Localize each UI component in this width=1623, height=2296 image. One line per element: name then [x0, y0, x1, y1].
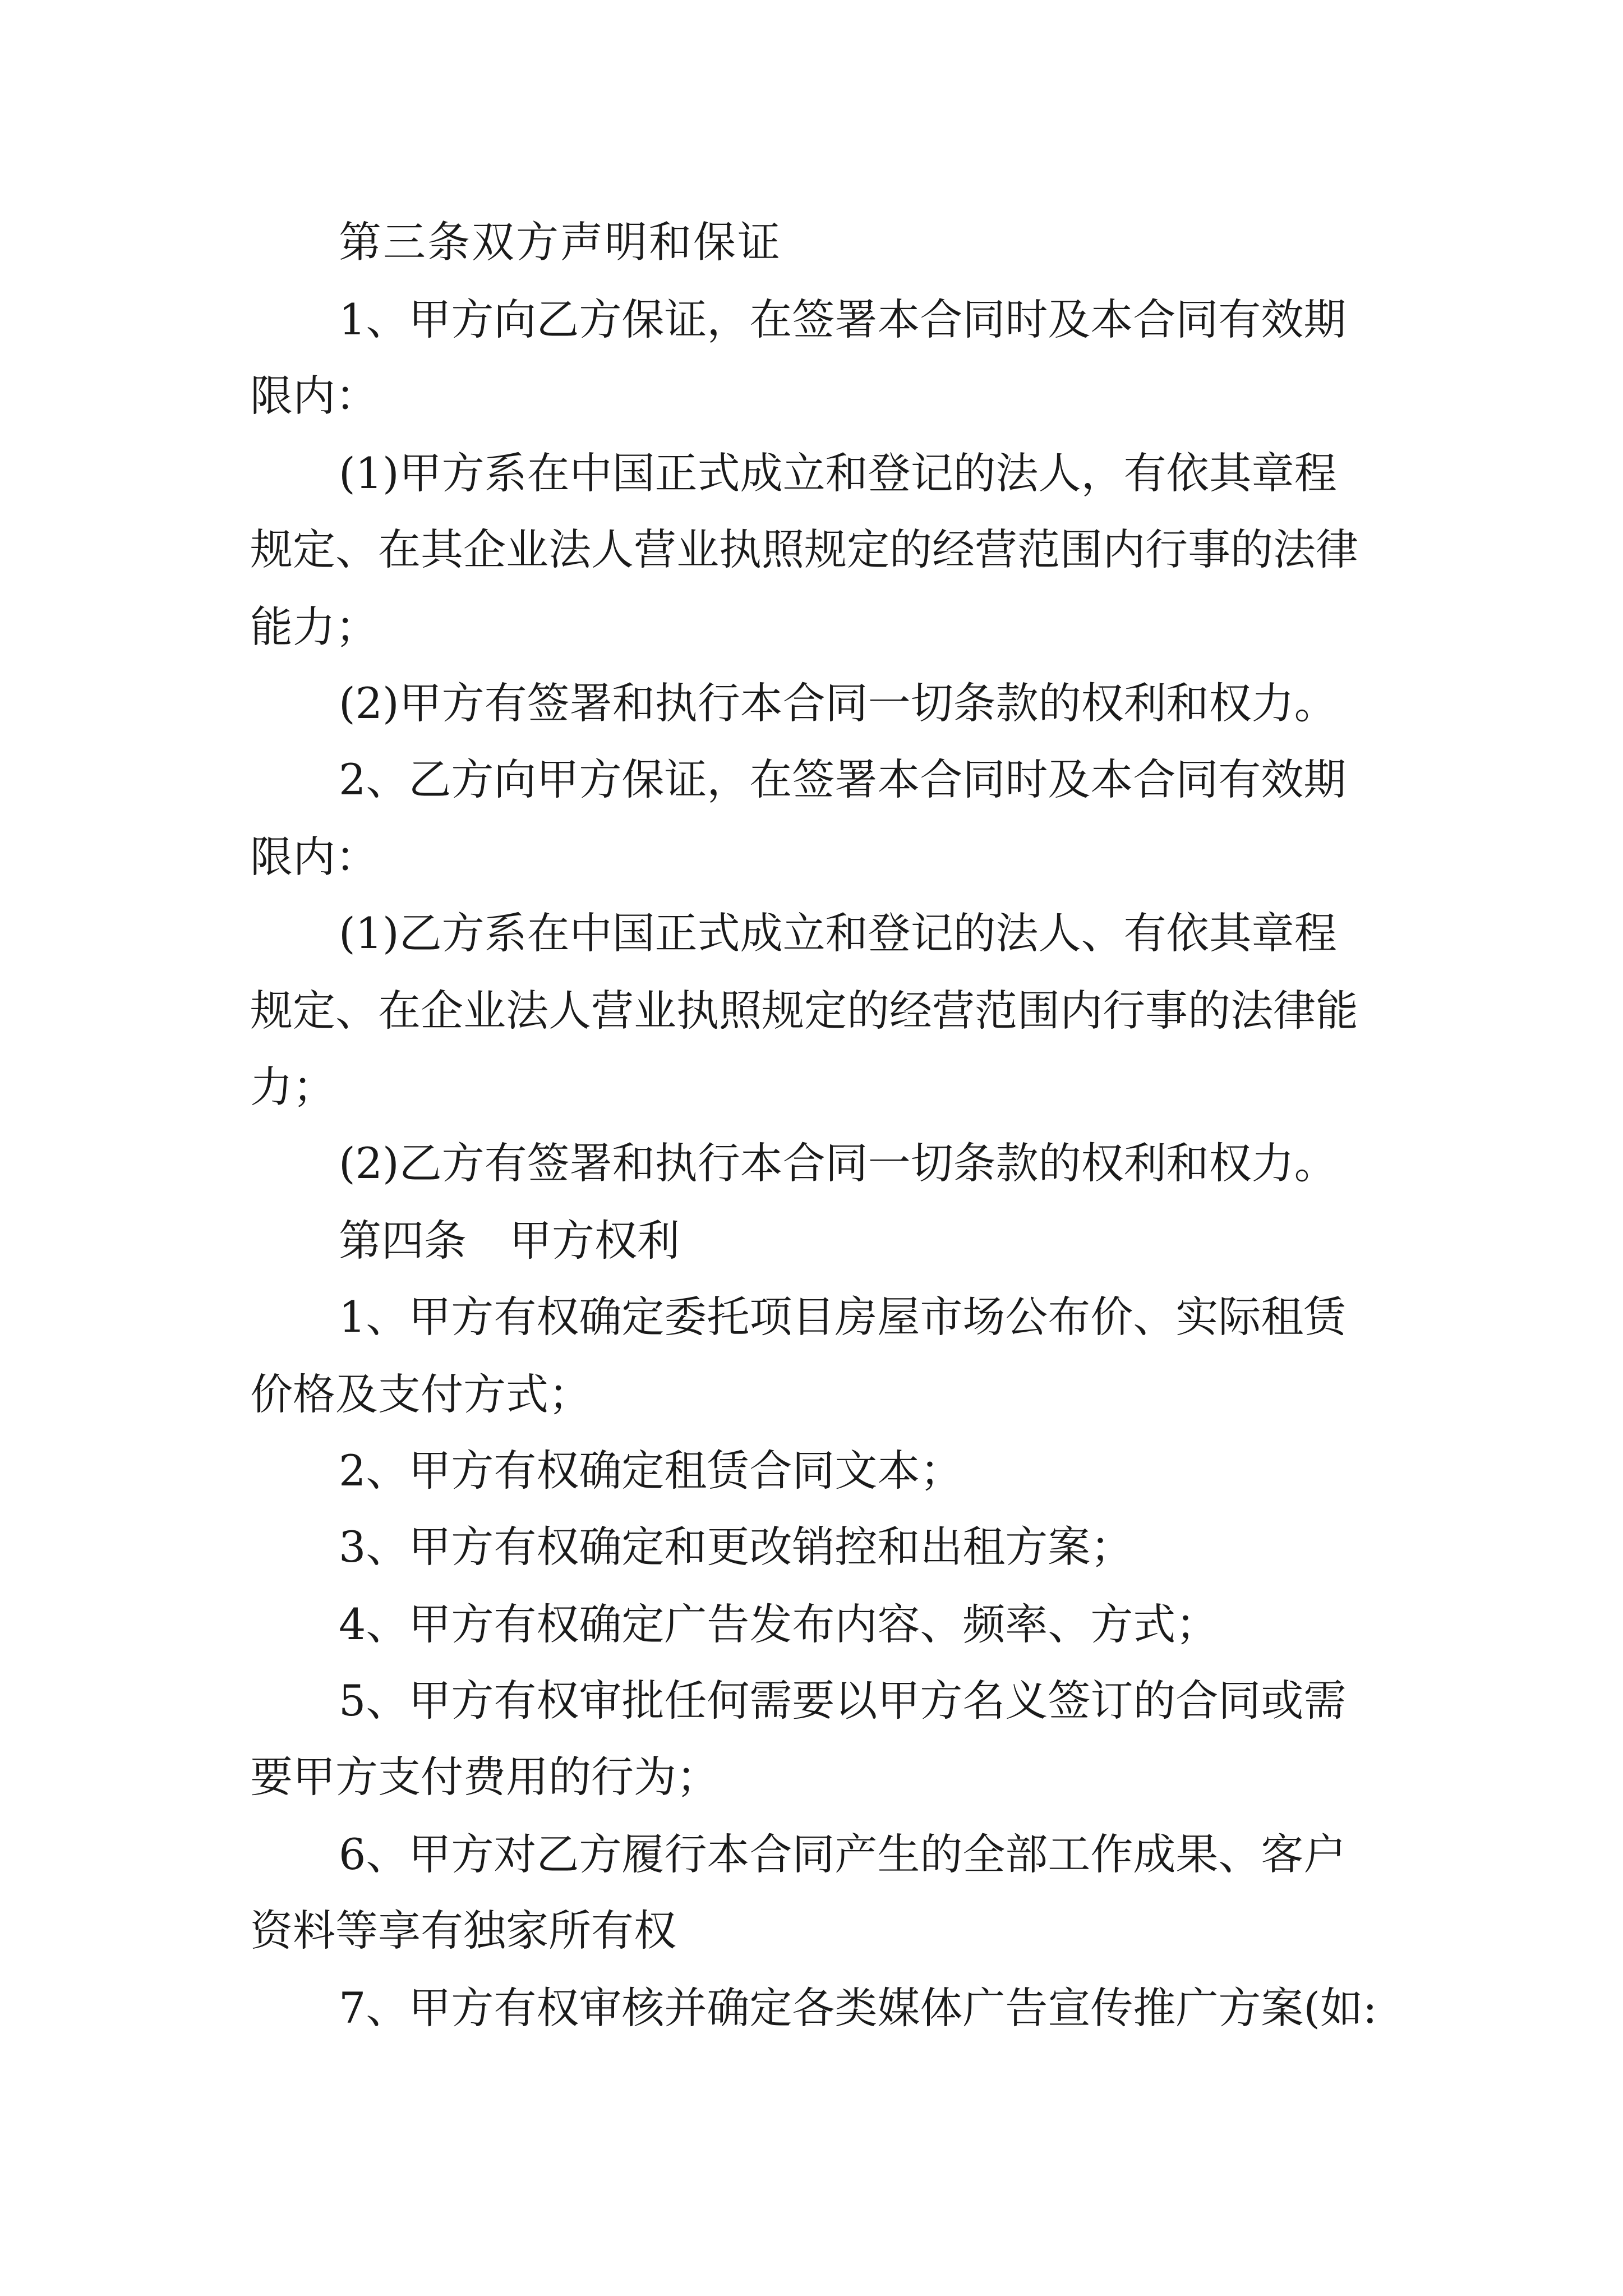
paragraph-line: (1)乙方系在中国正式成立和登记的法人、有依其章程 [339, 908, 1337, 958]
paragraph-line: 4、甲方有权确定广告发布内容、频率、方式； [339, 1599, 1219, 1649]
paragraph-line: 1、甲方有权确定委托项目房屋市场公布价、实际租赁 [339, 1292, 1347, 1342]
paragraph-line: 资料等享有独家所有权 [250, 1906, 676, 1955]
paragraph-line: 2、乙方向甲方保证，在签署本合同时及本合同有效期 [339, 754, 1347, 804]
paragraph-line: 1、甲方向乙方保证，在签署本合同时及本合同有效期 [339, 295, 1347, 344]
paragraph-line: 2、甲方有权确定租赁合同文本； [339, 1446, 963, 1496]
paragraph-line: 限内： [250, 832, 378, 882]
paragraph-line: (2)甲方有签署和执行本合同一切条款的权利和权力。 [339, 678, 1337, 728]
paragraph-line: (1)甲方系在中国正式成立和登记的法人，有依其章程 [339, 448, 1337, 498]
paragraph-line: 规定、在其企业法人营业执照规定的经营范围内行事的法律 [250, 524, 1358, 574]
paragraph-line: 限内： [250, 371, 378, 421]
paragraph-line: 价格及支付方式； [250, 1369, 591, 1419]
paragraph-line: 要甲方支付费用的行为； [250, 1752, 719, 1802]
paragraph-line: 5、甲方有权审批任何需要以甲方名义签订的合同或需 [339, 1676, 1347, 1726]
paragraph-line: 6、甲方对乙方履行本合同产生的全部工作成果、客户 [339, 1829, 1347, 1879]
paragraph-line: 7、甲方有权审核并确定各类媒体广告宣传推广方案(如: [339, 1983, 1377, 2033]
section-heading-article-4: 第四条 甲方权利 [339, 1216, 680, 1266]
paragraph-line: 3、甲方有权确定和更改销控和出租方案； [339, 1522, 1133, 1572]
paragraph-line: 规定、在企业法人营业执照规定的经营范围内行事的法律能 [250, 986, 1358, 1036]
section-heading-article-3: 第三条双方声明和保证 [339, 217, 782, 267]
paragraph-line: 能力； [250, 602, 378, 652]
paragraph-line: 力； [250, 1062, 335, 1112]
paragraph-line: (2)乙方有签署和执行本合同一切条款的权利和权力。 [339, 1138, 1337, 1188]
